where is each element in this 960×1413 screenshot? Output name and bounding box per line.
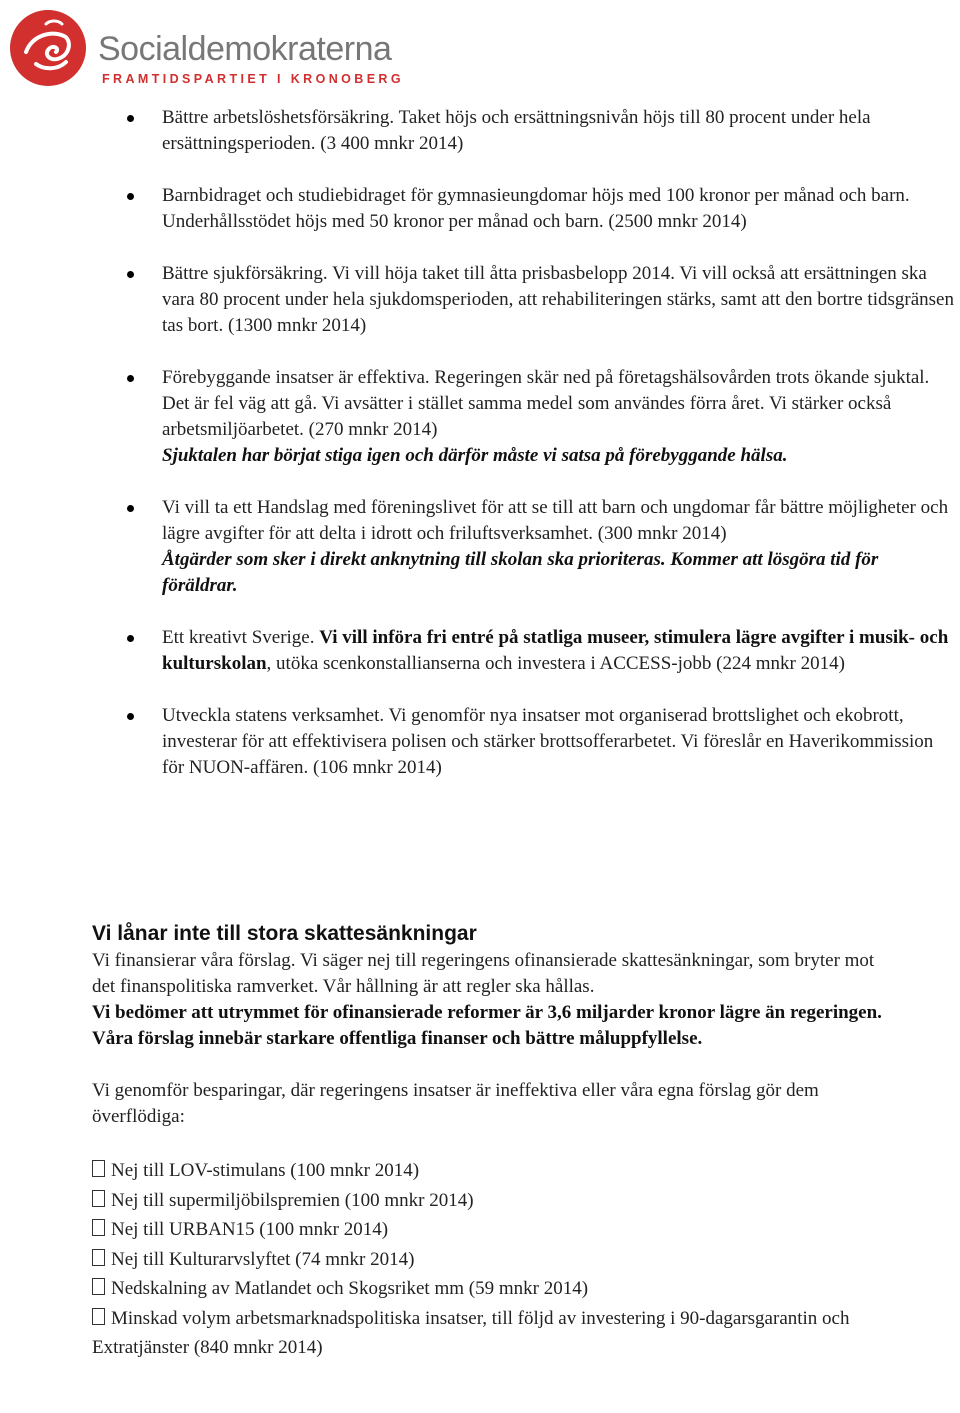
list-item bbox=[0, 261, 960, 339]
paragraph-savings-intro: Vi genomför besparingar, där regeringens insatser är ineffektiva eller våra egna förslag gör dem överflödiga: bbox=[92, 1080, 819, 1127]
party-logo bbox=[6, 6, 426, 96]
list-item-text: Bättre arbetslöshetsförsäkring. Taket höjs och ersättningsnivån höjs till 80 procent under hela ersättningsperioden. (3 400 mnkr 2014) bbox=[162, 107, 871, 154]
list-item bbox=[0, 495, 960, 599]
list-item-text: Barnbidraget och studiebidraget för gymnasieungdomar höjs med 100 kronor per månad och barn. Underhållsstödet höjs med 50 kronor per månad och barn. (2500 mnkr 2014) bbox=[162, 185, 910, 232]
list-item-text: Utveckla statens verksamhet. Vi genomför nya insatser mot organiserad brottslighet och ekobrott, investerar för att effektivisera polisen och stärker brottsofferarbetet. Vi föreslår en Haverikommission för NUON-affären. (106 mnkr 2014) bbox=[162, 705, 934, 778]
list-item-text: Bättre sjukförsäkring. Vi vill höja taket till åtta prisbasbelopp 2014. Vi vill också att ersättningen ska vara 80 procent under hela sjukdomsperioden, att rehabiliteringen stärks, samt att den bortre tidsgränsen tas bort. (1300 mnkr 2014) bbox=[162, 263, 954, 336]
checkbox-icon bbox=[92, 1190, 105, 1207]
list-item bbox=[0, 105, 960, 157]
savings-item-text: Nej till LOV-stimulans (100 mnkr 2014) bbox=[111, 1160, 420, 1181]
list-item bbox=[0, 365, 960, 469]
list-item bbox=[0, 703, 960, 781]
list-item-text: , utöka scenkonstallianserna och investera i ACCESS-jobb (224 mnkr 2014) bbox=[266, 653, 845, 674]
section-heading: Vi lånar inte till stora skattesänkningar bbox=[92, 922, 477, 945]
list-item-text: Vi vill införa fri entré på statliga museer, stimulera lägre avgifter i musik- och kulturskolan bbox=[162, 627, 949, 674]
savings-item bbox=[92, 1274, 892, 1304]
savings-item-text: Minskad volym arbetsmarknadspolitiska insatser, till följd av investering i 90-dagarsgarantin och Extratjänster (840 mnkr 2014) bbox=[92, 1307, 850, 1358]
logo-wordmark: Socialdemokraterna bbox=[98, 30, 392, 68]
savings-item-text: Nej till URBAN15 (100 mnkr 2014) bbox=[111, 1219, 389, 1240]
checkbox-icon bbox=[92, 1278, 105, 1295]
list-item-text: Ett kreativt Sverige. bbox=[162, 627, 320, 648]
logo-subtitle: FRAMTIDSPARTIET I KRONOBERG bbox=[102, 72, 404, 86]
list-item-text: Vi vill ta ett Handslag med föreningslivet för att se till att barn och ungdomar får bättre möjligheter och lägre avgifter för att delta i idrott och friluftsverksamhet. (300 mnkr 2014) bbox=[162, 497, 949, 544]
savings-item-text: Nej till supermiljöbilspremien (100 mnkr 2014) bbox=[111, 1189, 474, 1211]
checkbox-icon bbox=[92, 1249, 105, 1266]
list-item-text: Åtgärder som sker i direkt anknytning till skolan ska prioriteras. Kommer att lösgöra tid för föräldrar. bbox=[162, 549, 879, 596]
savings-item bbox=[92, 1215, 892, 1245]
savings-item bbox=[92, 1245, 892, 1275]
checkbox-icon bbox=[92, 1160, 105, 1177]
savings-list bbox=[92, 1156, 892, 1363]
list-item-text: Sjuktalen har börjat stiga igen och därför måste vi satsa på förebyggande hälsa. bbox=[162, 445, 788, 466]
list-item-text: Förebyggande insatser är effektiva. Regeringen skär ned på företagshälsovården trots ökande sjuktal. Det är fel väg att gå. Vi avsätter i stället samma medel som användes förra året. Vi stärker också arbetsmiljöarbetet. (270 mnkr 2014) bbox=[162, 367, 930, 440]
list-item bbox=[0, 625, 960, 677]
savings-item-text: Nedskalning av Matlandet och Skogsriket mm (59 mnkr 2014) bbox=[111, 1278, 589, 1299]
savings-item bbox=[92, 1186, 892, 1216]
proposal-list bbox=[0, 105, 960, 807]
paragraph-financing: Vi finansierar våra förslag. Vi säger nej till regeringens ofinansierade skattesänkningar, som bryter mot det finanspolitiska ramverket. Vår hållning är att regler ska hållas. bbox=[92, 950, 875, 997]
checkbox-icon bbox=[92, 1308, 105, 1325]
financing-section bbox=[92, 920, 892, 1363]
savings-item bbox=[92, 1304, 892, 1363]
savings-item-text: Nej till Kulturarvslyftet (74 mnkr 2014) bbox=[111, 1248, 415, 1270]
list-item bbox=[0, 183, 960, 235]
savings-item bbox=[92, 1156, 892, 1186]
checkbox-icon bbox=[92, 1219, 105, 1236]
paragraph-assessment: Vi bedömer att utrymmet för ofinansierade reformer är 3,6 miljarder kronor lägre än regeringen. Våra förslag innebär starkare offentliga finanser och bättre måluppfyllelse. bbox=[92, 1002, 882, 1049]
rose-logo-icon bbox=[6, 6, 90, 90]
